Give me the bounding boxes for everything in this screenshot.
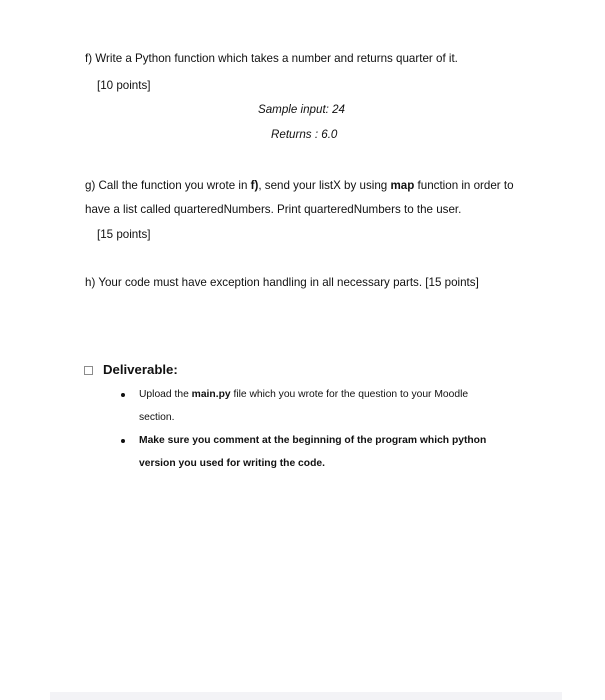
deliverable-heading-label: Deliverable:: [103, 362, 178, 377]
page-bottom-band: [50, 692, 562, 700]
sample-returns-text: Returns : 6.0: [271, 128, 338, 141]
deliverable-item2-line1: Make sure you comment at the beginning of the program which python: [139, 435, 487, 446]
question-g-part3: function in order to: [414, 179, 514, 192]
deliverable-item1-line1: [139, 388, 468, 402]
question-h-text: h) Your code must have exception handling in all necessary parts. [15 points]: [85, 276, 479, 289]
deliverable-item1-post: file which you wrote for the question to your Moodle: [230, 389, 469, 400]
deliverable-item1-pre: Upload the: [139, 389, 192, 400]
bullet-icon: [121, 439, 125, 443]
question-f-points: [10 points]: [97, 79, 151, 92]
question-g-part1: g) Call the function you wrote in: [85, 179, 251, 192]
deliverable-item2-line2: version you used for writing the code.: [139, 458, 325, 469]
question-f-text: f) Write a Python function which takes a number and returns quarter of it.: [85, 52, 458, 65]
question-g-keyword: map: [390, 179, 415, 192]
sample-input-text: Sample input: 24: [258, 103, 346, 116]
deliverable-heading: [84, 362, 178, 378]
question-g-points: [15 points]: [97, 228, 151, 241]
question-g-line2: have a list called quarteredNumbers. Print quarteredNumbers to the user.: [85, 203, 462, 216]
question-g-part2: , send your listX by using: [258, 179, 391, 192]
deliverable-item1-line2: section.: [139, 412, 175, 423]
checkbox-icon: [84, 366, 93, 375]
deliverable-item1-file: main.py: [191, 389, 231, 400]
bullet-icon: [121, 393, 125, 397]
question-g-line1: [85, 179, 514, 193]
question-g-ref: f): [250, 179, 259, 192]
